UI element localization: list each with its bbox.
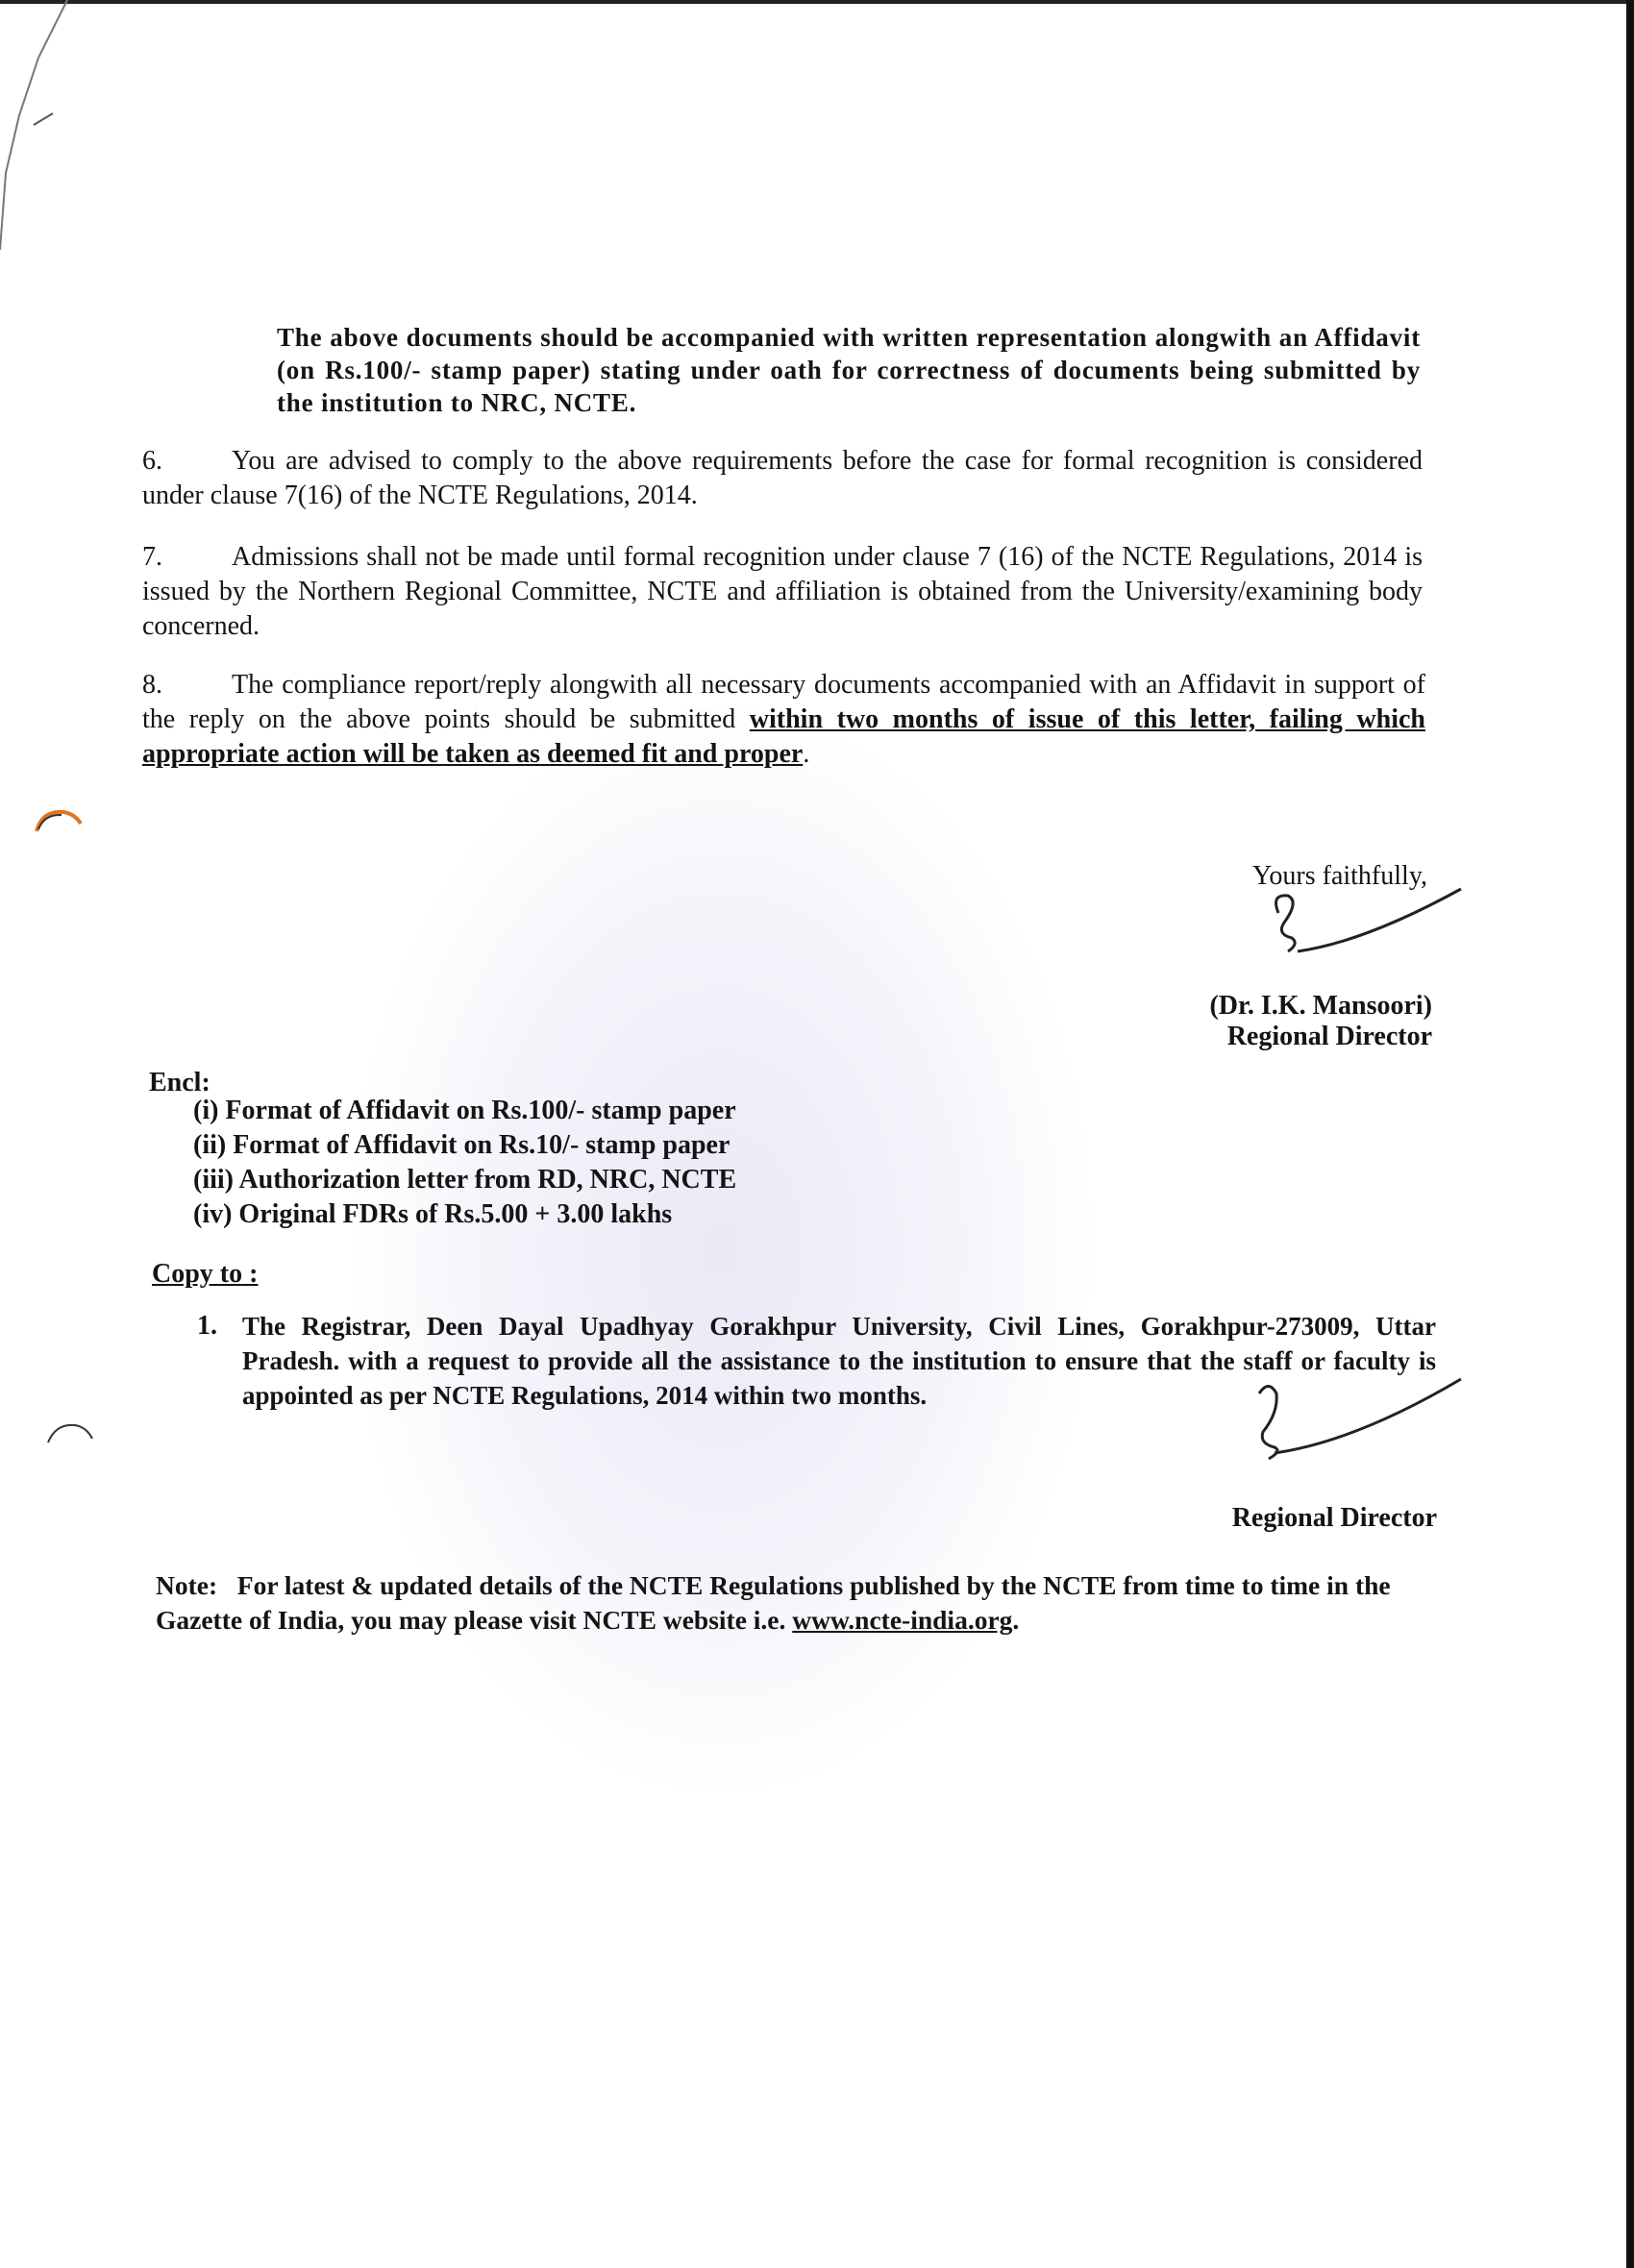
- enclosure-item: (ii) Format of Affidavit on Rs.10/- stamp paper: [193, 1130, 730, 1160]
- signature-regional-director-copy: [1240, 1374, 1471, 1480]
- enclosure-item: (iii) Authorization letter from RD, NRC, NCTE: [193, 1165, 737, 1195]
- scan-edge-top: [0, 0, 1634, 4]
- punch-hole-mark-2: [40, 1416, 98, 1454]
- enclosures-heading: Encl:: [149, 1068, 210, 1097]
- scan-edge-right: [1626, 0, 1634, 2268]
- note-label: Note:: [156, 1570, 218, 1600]
- note: [156, 1568, 1440, 1638]
- paragraph-number: 7.: [142, 542, 162, 572]
- copy-to-number: 1.: [197, 1311, 217, 1341]
- enclosures-list: [193, 1094, 866, 1232]
- page-fold-mark: [0, 0, 87, 250]
- paragraph-7: [142, 540, 1423, 644]
- copy-to-designation: Regional Director: [1231, 1503, 1437, 1533]
- paragraph-number: 6.: [142, 446, 162, 476]
- deadline-emphasis: within two months of issue of this letter, failing which appropriate action will be taken as deemed fit and proper: [142, 704, 1425, 769]
- intro-paragraph: The above documents should be accompanied with written representation alongwith an Affidavit (on Rs.100/- stamp paper) stating under oath for correctness of documents being submitted by the institution to NRC, NCTE.: [277, 323, 1421, 417]
- punch-hole-mark-1: [29, 802, 87, 841]
- copy-to-heading: Copy to :: [152, 1259, 259, 1289]
- paragraph-text: The compliance report/reply alongwith all necessary documents accompanied with an Affidavit in support of the reply on the above points should be submitted: [142, 670, 1425, 734]
- signature-regional-director: [1250, 884, 1471, 980]
- paragraph-8: [142, 668, 1425, 772]
- enclosure-item: (i) Format of Affidavit on Rs.100/- stamp paper: [193, 1096, 736, 1125]
- closing-salutation: Yours faithfully,: [1251, 861, 1427, 891]
- note-text: For latest & updated details of the NCTE Regulations published by the NCTE from time to time in the Gazette of India, you may please visit NCTE website i.e.: [156, 1570, 1391, 1635]
- paragraph-text: You are advised to comply to the above requirements before the case for formal recognition is considered under clause 7(16) of the NCTE Regulations, 2014.: [142, 446, 1423, 510]
- ncte-website-link[interactable]: www.ncte-india.org: [792, 1605, 1013, 1635]
- copy-to-text: The Registrar, Deen Dayal Upadhyay Gorakhpur University, Civil Lines, Gorakhpur-273009, Uttar Pradesh. with a request to provide all the assistance to the institution to ensure that the staff or faculty is appointed as per NCTE Regulations, 2014 within two months.: [242, 1312, 1436, 1410]
- enclosure-item: (iv) Original FDRs of Rs.5.00 + 3.00 lakhs: [193, 1199, 673, 1229]
- signatory-name: (Dr. I.K. Mansoori): [1209, 991, 1432, 1021]
- paragraph-text: Admissions shall not be made until formal recognition under clause 7 (16) of the NCTE Regulations, 2014 is issued by the Northern Regional Committee, NCTE and affiliation is obtained from the University/examining body concerned.: [142, 542, 1423, 641]
- paragraph-number: 8.: [142, 670, 162, 700]
- paragraph-6: [142, 444, 1423, 513]
- note-end: .: [1012, 1605, 1020, 1635]
- signatory-designation: Regional Director: [1226, 1022, 1432, 1051]
- paragraph-end: .: [803, 739, 810, 769]
